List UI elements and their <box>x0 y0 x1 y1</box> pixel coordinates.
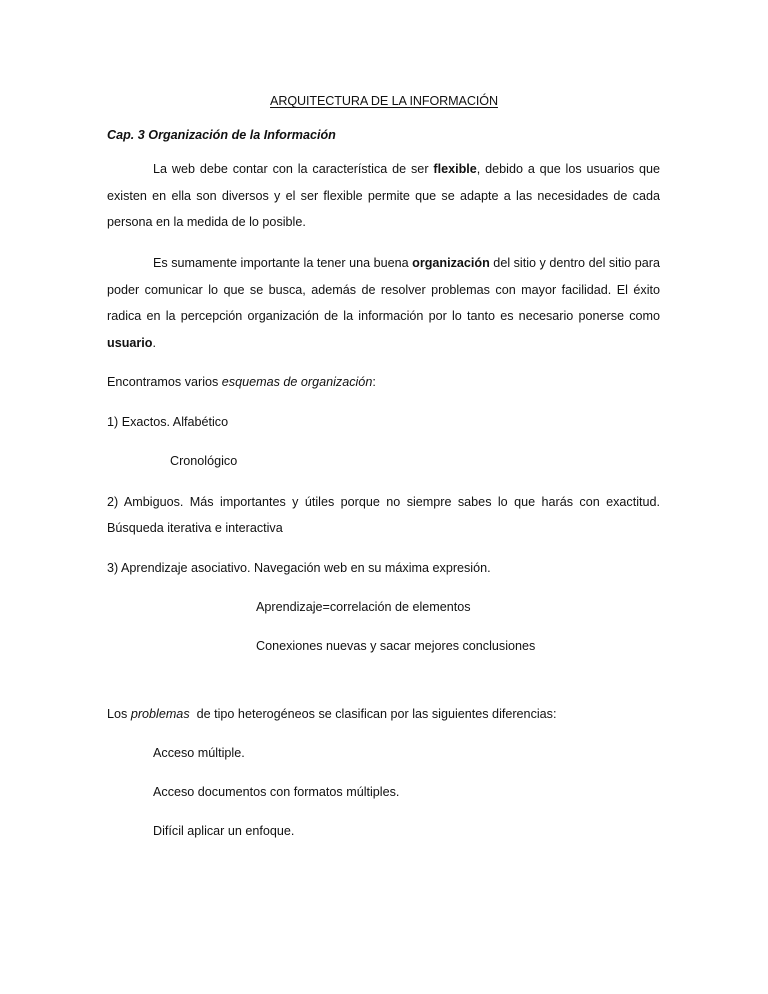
paragraph-organization <box>107 250 660 357</box>
intro-text: de tipo heterogéneos se clasifican por las siguientes diferencias: <box>189 707 557 721</box>
scheme-subitem-correlacion: Aprendizaje=correlación de elementos <box>256 600 471 614</box>
paragraph-text: La web debe contar con la característica de ser <box>153 162 434 176</box>
problems-intro <box>107 706 556 722</box>
paragraph-text: Es sumamente importante la tener una buena <box>153 256 413 270</box>
schemes-intro <box>107 374 376 390</box>
problem-item-enfoque: Difícil aplicar un enfoque. <box>153 824 295 838</box>
scheme-subitem-cronologico: Cronológico <box>170 454 238 468</box>
paragraph-text: , debido a que los usuarios que existen en ella son diversos y el ser flexible permite que se adapte a las necesidades de cada persona en la medida de lo posible. <box>107 162 660 230</box>
paragraph-text: del sitio y dentro del sitio para poder comunicar lo que se busca, además de resolver problemas con mayor facilidad. El éxito radica en la percepción organización de la información por lo tanto es necesario ponerse como <box>107 256 660 324</box>
bold-term-flexible: flexible <box>433 162 477 176</box>
intro-text: Encontramos varios <box>107 375 222 389</box>
problem-item-formatos-multiples: Acceso documentos con formatos múltiples. <box>153 785 400 799</box>
italic-term-esquemas: esquemas de organización <box>221 375 373 389</box>
scheme-item-aprendizaje: 3) Aprendizaje asociativo. Navegación web en su máxima expresión. <box>107 561 491 575</box>
chapter-heading: Cap. 3 Organización de la Información <box>107 128 336 142</box>
paragraph-text: . <box>152 336 156 351</box>
scheme-subitem-conexiones: Conexiones nuevas y sacar mejores conclusiones <box>256 639 536 653</box>
problem-item-acceso-multiple: Acceso múltiple. <box>153 746 245 760</box>
document-title: ARQUITECTURA DE LA INFORMACIÓN <box>270 94 498 108</box>
scheme-item-ambiguos: 2) Ambiguos. Más importantes y útiles porque no siempre sabes lo que harás con exactitud. <box>107 495 660 509</box>
bold-term-organizacion: organización <box>412 256 490 270</box>
intro-text: Los <box>107 707 131 721</box>
scheme-item-exactos: 1) Exactos. Alfabético <box>107 415 229 429</box>
bold-term-usuario: usuario <box>107 336 153 351</box>
intro-text: : <box>372 375 376 389</box>
italic-term-problemas: problemas <box>130 707 190 721</box>
scheme-item-ambiguos-continuation: Búsqueda iterativa e interactiva <box>107 521 283 535</box>
paragraph-flexibility <box>107 156 660 236</box>
